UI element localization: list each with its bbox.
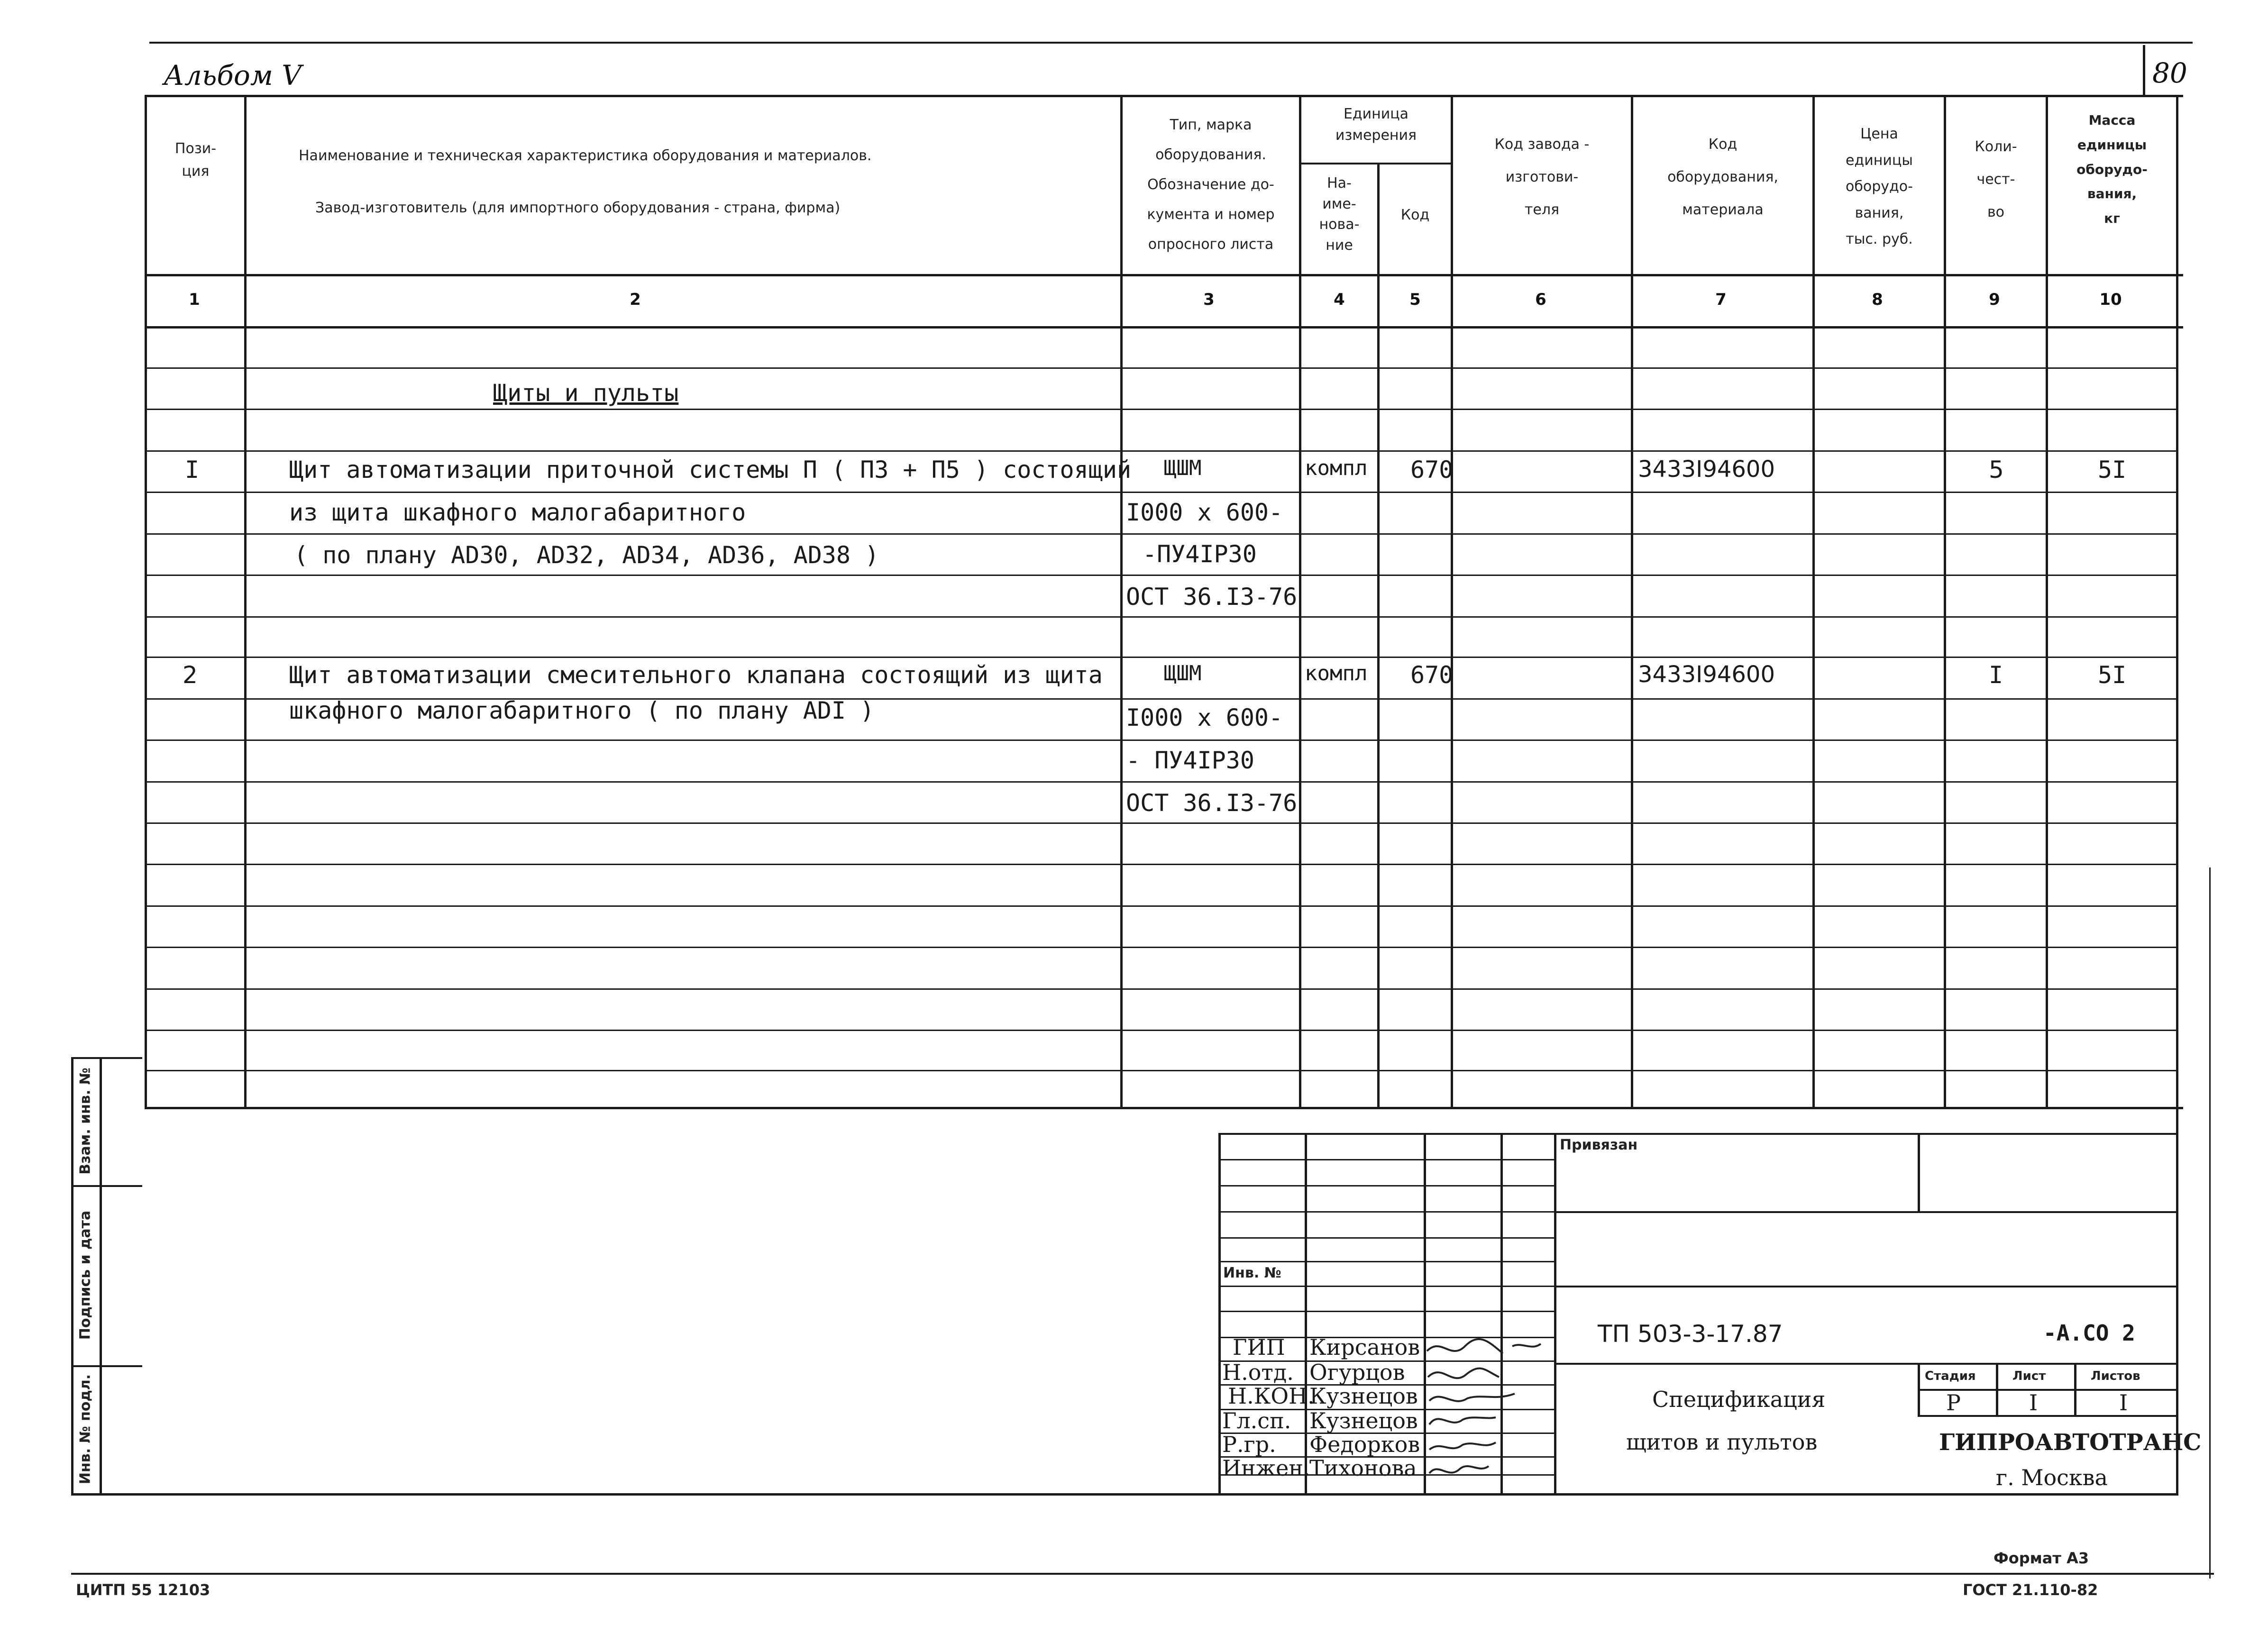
row-divider <box>145 657 2178 658</box>
title-block-row-divider <box>1218 1185 1554 1187</box>
signer-role-1: ГИП <box>1233 1334 1285 1360</box>
right-edge-mark <box>2209 867 2211 1579</box>
stage-value: Р <box>1946 1390 1961 1415</box>
title-block-row-divider <box>1218 1237 1554 1239</box>
item1-unit-code: 670 <box>1410 456 1454 484</box>
header-mass: Масса единицы оборудо- вания, кг <box>2076 112 2148 227</box>
signer-role-3: Н.КОН. <box>1228 1383 1315 1409</box>
signer-name-5: Федорков <box>1309 1432 1420 1457</box>
tb-inv-no: Инв. № <box>1223 1265 1281 1281</box>
item2-unit-code: 670 <box>1410 661 1454 689</box>
signer-name-3: Кузнецов <box>1309 1383 1418 1409</box>
tb-top <box>1218 1133 2178 1135</box>
title-block-row-divider <box>1218 1159 1554 1160</box>
item1-type-line4: ОСТ 36.I3-76 <box>1126 583 1298 611</box>
signer-role-2: Н.отд. <box>1222 1360 1294 1385</box>
colnum-1: 1 <box>189 290 200 309</box>
row-divider <box>145 367 2178 369</box>
row-divider <box>145 822 2178 824</box>
margin-div1 <box>71 1185 142 1187</box>
title-block-row-divider <box>1218 1286 1554 1287</box>
col-line-9 <box>2046 95 2048 1109</box>
header-quantity: Коли- чест- во <box>1975 138 2017 220</box>
title-block-row-divider <box>1218 1311 1554 1312</box>
row-divider <box>145 575 2178 576</box>
footer-gost: ГОСТ 21.110-82 <box>1963 1581 2098 1599</box>
row-divider <box>145 988 2178 990</box>
item2-type-line3: - ПУ4IР30 <box>1126 747 1254 774</box>
row-divider <box>145 1030 2178 1031</box>
sheet-value: I <box>2029 1390 2038 1415</box>
col-line-4 <box>1377 164 1380 1109</box>
stage-label: Стадия <box>1925 1369 1976 1383</box>
item1-type-line3: -ПУ4IР30 <box>1143 540 1257 568</box>
col-line-10 <box>2176 95 2178 1109</box>
row-divider <box>145 864 2178 865</box>
top-border <box>149 42 2193 44</box>
row-divider <box>145 533 2178 535</box>
header-unit-code: Код <box>1400 207 1430 223</box>
signer-role-4: Гл.сп. <box>1222 1408 1291 1433</box>
tb-doccode-top <box>1554 1286 2177 1287</box>
colnum-10: 10 <box>2099 290 2122 309</box>
signature-2 <box>1428 1369 1499 1378</box>
margin-line-outer <box>71 1057 73 1496</box>
item2-name-line1: Щит автоматизации смесительного клапана состоящий из щита <box>289 661 1103 689</box>
tb-privyazan: Привязан <box>1560 1137 1638 1153</box>
row-divider <box>145 905 2178 907</box>
item2-mass: 5I <box>2098 661 2127 689</box>
header-units: Единица измерения <box>1335 106 1417 144</box>
header-position: Пози- ция <box>174 140 217 180</box>
doc-suffix: -А.СО 2 <box>2043 1320 2135 1346</box>
margin-label-inv: Инв. № подл. <box>77 1374 94 1485</box>
page-number: 80 <box>2152 57 2187 89</box>
signature-3 <box>1429 1394 1515 1401</box>
colnum-6: 6 <box>1535 290 1546 309</box>
header-equip-code: Код оборудования, материала <box>1667 136 1778 218</box>
tb-v5 <box>1918 1133 1920 1211</box>
item2-type-line1: ЩШМ <box>1164 661 1202 685</box>
col-line-0 <box>145 95 147 1109</box>
page-number-divider <box>2143 45 2145 97</box>
tb-v1 <box>1305 1133 1307 1496</box>
section-title: Щиты и пульты <box>493 379 679 407</box>
col-line-6 <box>1631 95 1633 1109</box>
item2-name-line2: шкафного малогабаритного ( по плану АDI ) <box>289 697 875 724</box>
header-factory-code: Код завода - изготови- теля <box>1494 136 1590 218</box>
signer-name-2: Огурцов <box>1309 1360 1405 1385</box>
sheet-label: Лист <box>2012 1369 2046 1383</box>
units-header-divider <box>1299 163 1451 164</box>
colnum-4: 4 <box>1334 290 1345 309</box>
margin-label-vzam: Взам. инв. № <box>77 1068 94 1175</box>
header-bottom-line <box>145 274 2183 276</box>
colnum-2: 2 <box>630 290 641 309</box>
row-divider <box>145 1070 2178 1071</box>
doc-title-line1: Спецификация <box>1652 1387 1826 1412</box>
footer-line <box>71 1573 2214 1575</box>
footer-left-code: ЦИТП 55 12103 <box>76 1581 210 1599</box>
item1-position: I <box>185 456 200 484</box>
row-divider <box>145 616 2178 618</box>
item1-name-line2: из щита шкафного малогабаритного <box>289 499 746 526</box>
margin-label-podpis: Подпись и дата <box>77 1210 94 1340</box>
col-line-1 <box>244 95 247 1109</box>
signature-5 <box>1429 1442 1496 1450</box>
item2-qty: I <box>1989 661 2003 689</box>
item1-name-line3: ( по плану АD30, АD32, АD34, АD36, АD38 ) <box>294 541 879 569</box>
table-top-line <box>145 95 2183 97</box>
signature-1 <box>1427 1339 1541 1353</box>
table-bottom-line <box>145 1107 2183 1109</box>
signature-6 <box>1429 1466 1489 1473</box>
footer-format: Формат А3 <box>1994 1549 2089 1567</box>
colnum-9: 9 <box>1989 290 2000 309</box>
item1-unit-name: компл <box>1305 456 1368 480</box>
title-block-row-divider <box>1218 1211 1554 1213</box>
colnum-8: 8 <box>1872 290 1883 309</box>
header-unit-name: На- име- нова- ние <box>1319 175 1360 254</box>
col-line-8 <box>1944 95 1946 1109</box>
row-divider <box>145 739 2178 741</box>
item2-position: 2 <box>183 661 198 689</box>
item1-type-line1: ЩШМ <box>1164 456 1202 480</box>
colnum-5: 5 <box>1409 290 1421 309</box>
header-type: Тип, марка оборудования. Обозначение до- кумента и номер опросного листа <box>1147 117 1275 253</box>
row-divider <box>145 781 2178 783</box>
tb-left <box>1218 1133 1221 1496</box>
org-line2: г. Москва <box>1996 1465 2108 1490</box>
signer-role-6: Инжен. <box>1222 1455 1310 1481</box>
item1-mass: 5I <box>2098 456 2127 484</box>
header-name-line2: Завод-изготовитель (для импортного оборудования - страна, фирма) <box>315 200 841 216</box>
header-name-line1: Наименование и техническая характеристика оборудования и материалов. <box>299 147 872 164</box>
row-divider <box>145 450 2178 452</box>
item2-equip-code: 3433I94600 <box>1638 661 1775 688</box>
item2-type-line2: I000 х 600- <box>1126 704 1283 731</box>
row-divider <box>145 492 2178 493</box>
tb-doccode-bottom <box>1554 1363 2177 1365</box>
col-line-5 <box>1451 95 1453 1109</box>
item2-type-line4: ОСТ 36.I3-76 <box>1126 789 1298 817</box>
header-price: Цена единицы оборудо- вания, тыс. руб. <box>1846 126 1913 247</box>
colnum-7: 7 <box>1715 290 1727 309</box>
item1-qty: 5 <box>1989 456 2004 484</box>
item1-name-line1: Щит автоматизации приточной системы П ( П3 + П5 ) состоящий <box>289 456 1132 484</box>
margin-div2 <box>71 1365 142 1367</box>
signer-name-6: Тихонова <box>1309 1455 1417 1481</box>
doc-code: ТП 503-3-17.87 <box>1598 1320 1783 1348</box>
row-divider <box>145 409 2178 410</box>
sheets-label: Листов <box>2091 1369 2140 1383</box>
item1-equip-code: 3433I94600 <box>1638 456 1775 483</box>
colnum-3: 3 <box>1203 290 1215 309</box>
tb-privyaz-bottom <box>1554 1211 2177 1213</box>
signer-name-4: Кузнецов <box>1309 1408 1418 1433</box>
signer-role-5: Р.гр. <box>1222 1432 1276 1457</box>
album-label: Альбом V <box>164 59 302 91</box>
signature-scribbles <box>1422 1327 1560 1498</box>
title-block-row-divider <box>1218 1261 1554 1262</box>
doc-title-line2: щитов и пультов <box>1626 1429 1818 1455</box>
row-divider <box>145 947 2178 948</box>
item1-type-line2: I000 х 600- <box>1126 499 1283 526</box>
item2-unit-name: компл <box>1305 661 1368 685</box>
signature-4 <box>1429 1417 1496 1424</box>
tb-bottom <box>71 1493 2178 1496</box>
org-line1: ГИПРОАВТОТРАНС <box>1939 1429 2202 1456</box>
colnum-bottom-line <box>145 326 2183 329</box>
sheets-value: I <box>2119 1390 2128 1415</box>
signer-name-1: Кирсанов <box>1309 1334 1420 1360</box>
margin-line-inner <box>100 1057 102 1496</box>
margin-top <box>71 1057 142 1059</box>
